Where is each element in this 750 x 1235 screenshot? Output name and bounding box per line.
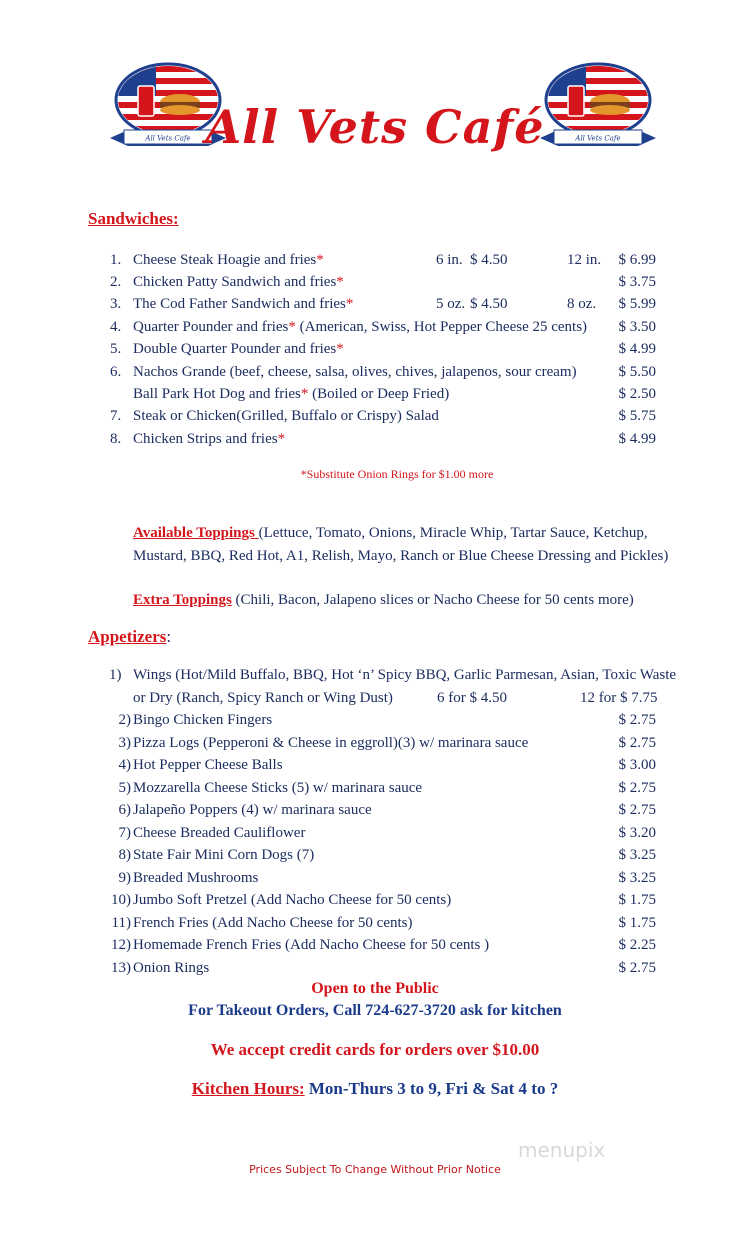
appetizer-name: Onion Rings [133,960,210,976]
appetizer-num: 2) [118,712,131,728]
extra-toppings [133,589,634,612]
appetizer-name: Hot Pepper Cheese Balls [133,757,283,773]
appetizer-row-wings [109,664,122,686]
sandwich-price: $ 3.50 [618,319,656,335]
sandwich-price: $ 5.75 [618,408,656,424]
watermark: menupix [518,1138,606,1162]
sandwich-price: $ 5.50 [618,364,656,380]
wings-size1: 6 for $ 4.50 [437,690,507,706]
sandwich-num: 8. [110,431,122,447]
sandwich-num: 3. [110,296,122,312]
sandwich-name [133,293,353,315]
appetizer-price: $ 3.25 [618,847,656,863]
appetizer-num: 5) [118,780,131,796]
available-toppings [133,522,648,545]
sandwich-size2: 8 oz. [567,296,597,312]
price-notice: Prices Subject To Change Without Prior Notice [249,1163,501,1176]
appetizer-name: Bingo Chicken Fingers [133,712,273,728]
appetizer-price: $ 2.25 [618,937,656,953]
appetizer-num: 3) [118,735,131,751]
asterisk: * [336,341,344,357]
appetizer-price: $ 3.20 [618,825,656,841]
appetizer-price: $ 2.75 [618,960,656,976]
sandwich-name-text: Chicken Patty Sandwich and fries [133,274,337,290]
kitchen-hours-label: Kitchen Hours: [191,1079,305,1098]
appetizer-price: $ 3.00 [618,757,656,773]
asterisk: * [288,319,296,335]
wings-line1: Wings (Hot/Mild Buffalo, BBQ, Hot ‘n’ Spicy BBQ, Garlic Parmesan, Asian, Toxic Waste [133,667,677,683]
sandwich-size1: 6 in. [436,252,463,268]
asterisk: * [336,274,344,290]
sandwich-price: $ 3.75 [618,274,656,290]
sandwich-name [133,271,344,293]
sandwich-price1: $ 4.50 [470,296,508,312]
appetizers-colon: : [166,627,172,646]
sandwich-name-text: The Cod Father Sandwich and fries [133,296,346,312]
kitchen-hours-text: Mon-Thurs 3 to 9, Fri & Sat 4 to ? [304,1079,559,1098]
sandwich-name [133,338,344,360]
sandwich-price: $ 4.99 [618,341,656,357]
sandwich-num: 4. [110,319,122,335]
appetizer-name: Pizza Logs (Pepperoni & Cheese in eggroll)(3) w/ marinara sauce [133,735,529,751]
appetizers-heading: Appetizers [88,627,167,646]
sandwich-num: 6. [110,364,122,380]
sandwich-name-text: Chicken Strips and fries [133,431,278,447]
sandwich-size1: 5 oz. [436,296,466,312]
sandwich-name [133,361,577,383]
credit-card-info: We accept credit cards for orders over $10.00 [210,1040,540,1059]
sandwich-name-text: Ball Park Hot Dog and fries [133,386,301,402]
extra-toppings-label: Extra Toppings [133,592,232,608]
sandwich-name-text: Nachos Grande (beef, cheese, salsa, olives, chives, jalapenos, sour cream) [133,364,577,380]
available-toppings-label: Available Toppings [133,525,259,541]
sandwich-price: $ 6.99 [618,252,656,268]
appetizer-num: 12) [111,937,131,953]
appetizer-name: Jalapeño Poppers (4) w/ marinara sauce [133,802,372,818]
sandwich-name [133,316,587,338]
appetizer-price: $ 2.75 [618,802,656,818]
appetizer-price: $ 2.75 [618,735,656,751]
sandwich-name-text: Cheese Steak Hoagie and fries [133,252,317,268]
appetizer-name: French Fries (Add Nacho Cheese for 50 cents) [133,915,413,931]
sandwiches-heading: Sandwiches: [88,209,179,228]
sandwich-name [133,383,449,405]
substitute-note: *Substitute Onion Rings for $1.00 more [300,467,494,481]
kitchen-hours [0,1079,750,1099]
right-logo-text: All Vets Cafe [575,134,621,143]
appetizer-name: Mozzarella Cheese Sticks (5) w/ marinara sauce [133,780,423,796]
appetizer-num: 7) [118,825,131,841]
available-toppings-line2: Mustard, BBQ, Red Hot, A1, Relish, Mayo, Ranch or Blue Cheese Dressing and Pickles) [133,548,669,564]
appetizer-name: State Fair Mini Corn Dogs (7) [133,847,315,863]
appetizer-num: 10) [111,892,131,908]
appetizer-name: Homemade French Fries (Add Nacho Cheese for 50 cents ) [133,937,490,953]
wings-line2: or Dry (Ranch, Spicy Ranch or Wing Dust) [133,690,393,706]
sandwich-price1: $ 4.50 [470,252,508,268]
takeout-info: For Takeout Orders, Call 724-627-3720 ask for kitchen [188,1002,562,1019]
appetizer-num: 13) [111,960,131,976]
extra-toppings-text: (Chili, Bacon, Jalapeno slices or Nacho Cheese for 50 cents more) [231,592,634,608]
left-logo-text: All Vets Cafe [145,134,191,143]
sandwich-name [133,428,285,450]
sandwich-num: 2. [110,274,122,290]
sandwich-name-text: Quarter Pounder and fries [133,319,289,335]
appetizer-price: $ 1.75 [618,915,656,931]
appetizer-num: 11) [111,915,131,931]
sandwich-extra: (Boiled or Deep Fried) [308,386,450,402]
appetizer-num: 9) [118,870,131,886]
sandwich-num: 1. [110,252,122,268]
sandwich-num: 5. [110,341,122,357]
sandwich-extra: (American, Swiss, Hot Pepper Cheese 25 cents) [295,319,588,335]
asterisk: * [345,296,354,312]
appetizer-num: 8) [118,847,131,863]
sandwich-name-text: Steak or Chicken(Grilled, Buffalo or Crispy) Salad [133,408,439,424]
open-to-public: Open to the Public [311,980,439,997]
sandwich-name-text: Double Quarter Pounder and fries [133,341,337,357]
appetizer-name: Cheese Breaded Cauliflower [133,825,306,841]
wings-size2: 12 for $ 7.75 [580,690,658,706]
appetizer-num: 6) [118,802,131,818]
sandwich-price: $ 2.50 [618,386,656,402]
sandwich-name [133,405,439,427]
appetizer-price: $ 1.75 [618,892,656,908]
sandwich-num: 7. [110,408,122,424]
sandwich-price: $ 4.99 [618,431,656,447]
appetizer-num: 4) [118,757,131,773]
appetizer-price: $ 2.75 [618,780,656,796]
appetizer-price: $ 2.75 [618,712,656,728]
asterisk: * [316,252,324,268]
appetizer-price: $ 3.25 [618,870,656,886]
appetizer-num: 1) [109,667,122,683]
page-title: All Vets Café [205,100,545,154]
sandwich-size2: 12 in. [567,252,602,268]
asterisk: * [300,386,309,402]
sandwich-price: $ 5.99 [618,296,656,312]
sandwich-name [133,249,324,271]
appetizer-name: Breaded Mushrooms [133,870,259,886]
available-toppings-line1: (Lettuce, Tomato, Onions, Miracle Whip, Tartar Sauce, Ketchup, [258,525,648,541]
asterisk: * [277,431,286,447]
appetizers-heading-wrap [88,627,171,647]
appetizer-name: Jumbo Soft Pretzel (Add Nacho Cheese for 50 cents) [133,892,452,908]
